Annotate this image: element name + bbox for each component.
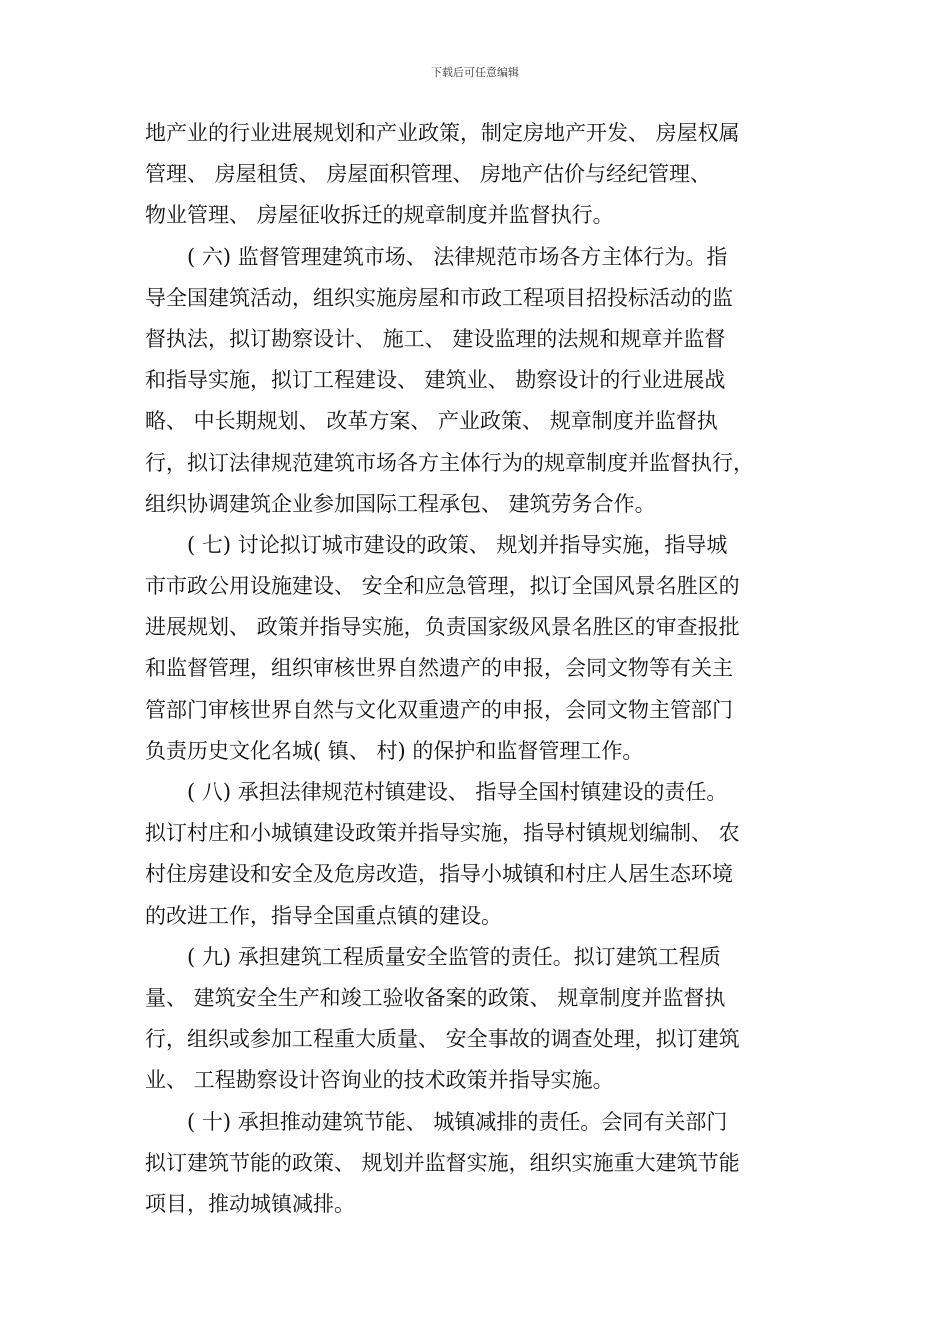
text-line: ( 六) 监督管理建筑市场、 法律规范市场各方主体行为。指	[187, 244, 728, 269]
text-line: 负责历史文化名城( 镇、 村) 的保护和监督管理工作。	[145, 738, 644, 763]
header-note: 下载后可任意编辑	[431, 66, 519, 79]
text-line: 略、 中长期规划、 改革方案、 产业政策、 规章制度并监督执	[145, 409, 718, 434]
text-line: ( 十) 承担推动建筑节能、 城镇减排的责任。会同有关部门	[187, 1109, 728, 1134]
text-line: 和监督管理，组织审核世界自然遗产的申报，会同文物等有关主	[145, 656, 733, 681]
text-line: 行，组织或参加工程重大质量、 安全事故的调查处理，拟订建筑	[145, 1027, 740, 1052]
text-line: 管理、 房屋租赁、 房屋面积管理、 房地产估价与经纪管理、	[145, 162, 712, 187]
text-line: 地产业的行业进展规划和产业政策，制定房地产开发、 房屋权属	[145, 121, 740, 145]
text-line: 拟订建筑节能的政策、 规划并监督实施，组织实施重大建筑节能	[145, 1150, 740, 1175]
text-line: 督执法，拟订勘察设计、 施工、 建设监理的法规和规章并监督	[145, 326, 726, 351]
body-text	[145, 113, 810, 1225]
text-line: 的改进工作，指导全国重点镇的建设。	[145, 903, 502, 928]
text-line: 和指导实施，拟订工程建设、 建筑业、 勘察设计的行业进展战	[145, 368, 726, 393]
text-line: 拟订村庄和小城镇建设政策并指导实施，指导村镇规划编制、 农	[145, 821, 740, 846]
text-line: 项目，推动城镇减排。	[145, 1191, 355, 1216]
text-line: 市市政公用设施建设、 安全和应急管理，拟订全国风景名胜区的	[145, 574, 740, 599]
text-line: ( 八) 承担法律规范村镇建设、 指导全国村镇建设的责任。	[187, 780, 728, 804]
text-line: 物业管理、 房屋征收拆迁的规章制度并监督执行。	[145, 203, 614, 228]
text-line: 村住房建设和安全及危房改造，指导小城镇和村庄人居生态环境	[145, 862, 733, 887]
text-line: 组织协调建筑企业参加国际工程承包、 建筑劳务合作。	[145, 491, 656, 516]
text-line: 行，拟订法律规范建筑市场各方主体行为的规章制度并监督执行，	[145, 450, 754, 475]
text-line: ( 七) 讨论拟订城市建设的政策、 规划并指导实施，指导城	[187, 532, 728, 557]
text-line: 业、 工程勘察设计咨询业的技术政策并指导实施。	[145, 1068, 614, 1093]
text-line: 量、 建筑安全生产和竣工验收备案的政策、 规章制度并监督执	[145, 985, 726, 1010]
text-line: ( 九) 承担建筑工程质量安全监管的责任。拟订建筑工程质	[187, 944, 721, 969]
text-line: 进展规划、 政策并指导实施，负责国家级风景名胜区的审查报批	[145, 615, 740, 640]
text-line: 导全国建筑活动，组织实施房屋和市政工程项目招投标活动的监	[145, 285, 733, 310]
text-line: 管部门审核世界自然与文化双重遗产的申报，会同文物主管部门	[145, 697, 733, 722]
